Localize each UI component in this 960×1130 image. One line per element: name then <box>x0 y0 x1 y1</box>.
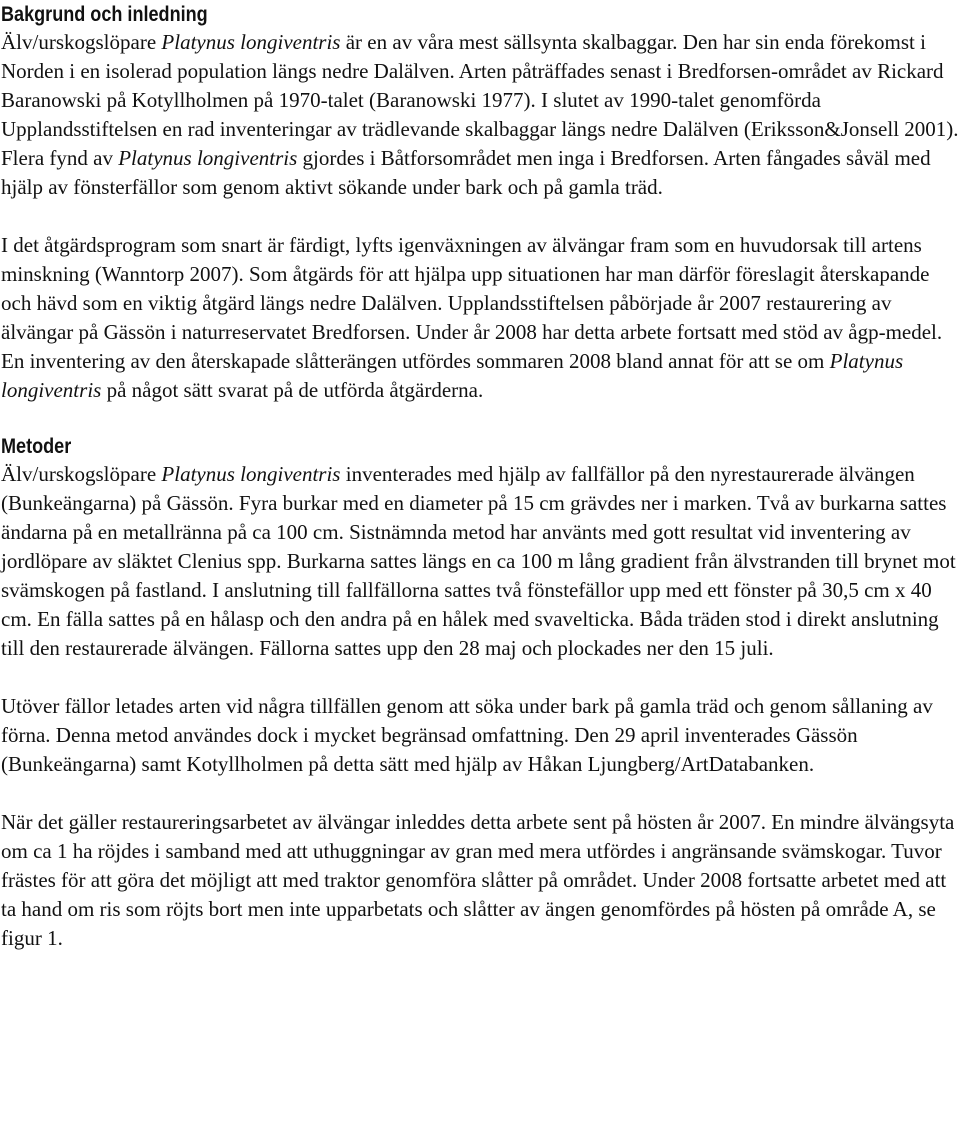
text-run: I det åtgärdsprogram som snart är färdigt, lyfts igenväxningen av älvängar fram som en huvudorsak till artens minskning (Wanntorp 2007). Som åtgärds för att hjälpa upp situationen har man därför föreslagit återskapande och hävd som en viktig åtgärd längs nedre Dalälven. Upplandsstiftelsen påbörjade år 2007 restaurering av älvängar på Gässön i naturreservatet Bredforsen. Under år 2008 har detta arbete fortsatt med stöd av ågp-medel. En inventering av den återskapade slåtterängen utfördes sommaren 2008 bland annat för att se om <box>1 233 943 373</box>
section-heading-background: Bakgrund och inledning <box>1 3 208 26</box>
text-run: inventerades med hjälp av fallfällor på den nyrestaurerade älvängen (Bunkeängarna) på Gässön. Fyra burkar med en diameter på 15 cm grävdes ner i marken. Två av burkarna sattes ändarna på en metallränna på ca 100 cm. Sistnämnda metod har använts med gott resultat vid inventering av jordlöpare av släktet Clenius spp. Burkarna sattes längs en ca 100 m lång gradient från älvstranden till brynet mot svämskogen på fastland. I anslutning till fallfällorna sattes två fönstefällor upp med ett fönster på 30,5 cm x 40 cm. En fälla sattes på en hålasp och den andra på en hålek med svavelticka. Båda träden stod i direkt anslutning till den restaurerade älvängen. Fällorna sattes upp den 28 maj och plockades ner den 15 juli. <box>1 462 956 660</box>
methods-paragraph-3: När det gäller restaureringsarbetet av älvängar inleddes detta arbete sent på hösten år 2007. En mindre älvängsyta om ca 1 ha röjdes i samband med att uthuggningar av gran med mera utfördes i angränsande svämskogar. Tuvor frästes för att göra det möjligt att med traktor genomföra slåtter på området. Under 2008 fortsatte arbetet med att ta hand om ris som röjts bort men inte upparbetats och slåtter av ängen genomfördes på hösten på område A, se figur 1. <box>1 810 955 950</box>
species-name: Platynus longiventris <box>161 462 341 486</box>
text-run: Älv/urskogslöpare <box>1 462 162 486</box>
text-run: är en av våra mest sällsynta skalbaggar. Den har sin enda förekomst i Norden i en isolerad population längs nedre Dalälven. Arten påträffades senast i Bredforsen-området av Rickard Baranowski på Kotyllholmen på 1970-talet (Baranowski 1977). I slutet av 1990-talet genomförda Upplandsstiftelsen en rad inventeringar av trädlevande skalbaggar längs nedre Dalälven (Eriksson&Jonsell 2001). Flera fynd av <box>1 30 959 170</box>
methods-paragraph-2: Utöver fällor letades arten vid några tillfällen genom att söka under bark på gamla träd och genom sållaning av förna. Denna metod användes dock i mycket begränsad omfattning. Den 29 april inventerades Gässön (Bunkeängarna) samt Kotyllholmen på detta sätt med hjälp av Håkan Ljungberg/ArtDatabanken. <box>1 694 933 776</box>
species-name: Platynus longiventris <box>161 30 341 54</box>
methods-paragraph-1 <box>1 460 959 663</box>
species-name: Platynus longiventris <box>118 146 298 170</box>
text-run: Älv/urskogslöpare <box>1 30 162 54</box>
background-paragraph-1 <box>1 28 959 202</box>
text-run: på något sätt svarat på de utförda åtgärderna. <box>101 378 484 402</box>
species-name: Platynus longiventris <box>1 349 904 402</box>
text-run: gjordes i Båtforsområdet men inga i Bredforsen. Arten fångades såväl med hjälp av fönsterfällor som genom aktivt sökande under bark och på gamla träd. <box>1 146 931 199</box>
background-paragraph-2 <box>1 231 959 405</box>
section-heading-methods: Metoder <box>1 435 72 458</box>
